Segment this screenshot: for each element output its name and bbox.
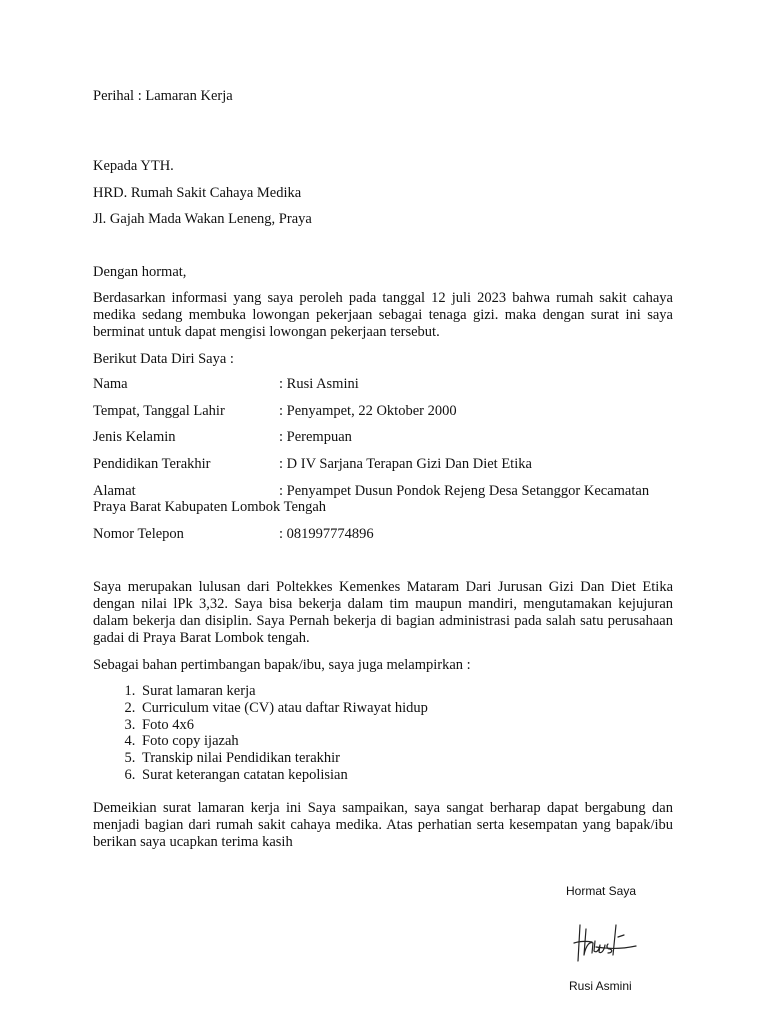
- list-item: 5. Transkip nilai Pendidikan terakhir: [139, 750, 428, 767]
- signoff: Hormat Saya: [566, 884, 637, 898]
- personal-label: Nomor Telepon: [93, 526, 184, 542]
- closing-paragraph: Demeikian surat lamaran kerja ini Saya sampaikan, saya sangat berharap dapat bergabung dan menjadi bagian dari rumah sakit cahaya medika. Atas perhatian serta kesempatan yang bapak/ibu berikan saya ucapkan terima kasih: [93, 800, 673, 850]
- list-item: 2. Curriculum vitae (CV) atau daftar Riwayat hidup: [139, 700, 428, 717]
- attachments-intro: Sebagai bahan pertimbangan bapak/ibu, saya juga melampirkan :: [93, 657, 471, 673]
- intro-paragraph: Berdasarkan informasi yang saya peroleh pada tanggal 12 juli 2023 bahwa rumah sakit cahaya medika sedang membuka lowongan pekerjaan sebagai tenaga gizi. maka dengan surat ini saya berminat untuk dapat mengisi lowongan pekerjaan tersebut.: [93, 290, 673, 340]
- personal-label: Tempat, Tanggal Lahir: [93, 403, 225, 419]
- recipient-org: HRD. Rumah Sakit Cahaya Medika: [93, 185, 302, 201]
- personal-value: : 081997774896: [279, 526, 374, 542]
- attachments-list: [93, 683, 428, 784]
- personal-value: : D IV Sarjana Terapan Gizi Dan Diet Etika: [279, 456, 532, 472]
- greeting: Dengan hormat,: [93, 264, 187, 280]
- list-item: 1. Surat lamaran kerja: [139, 683, 428, 700]
- list-item: 4. Foto copy ijazah: [139, 733, 428, 750]
- signature-name: Rusi Asmini: [569, 979, 632, 993]
- recipient-to: Kepada YTH.: [93, 158, 174, 174]
- personal-label: Nama: [93, 376, 128, 392]
- data-heading: Berikut Data Diri Saya :: [93, 351, 234, 367]
- signature-image: [566, 915, 642, 967]
- recipient-address: Jl. Gajah Mada Wakan Leneng, Praya: [93, 211, 312, 227]
- personal-label: Pendidikan Terakhir: [93, 456, 211, 472]
- personal-value: : Penyampet Dusun Pondok Rejeng Desa Setanggor Kecamatan: [279, 483, 650, 499]
- personal-value: : Penyampet, 22 Oktober 2000: [279, 403, 457, 419]
- subject-line: Perihal : Lamaran Kerja: [93, 88, 233, 104]
- body-paragraph: Saya merupakan lulusan dari Poltekkes Kemenkes Mataram Dari Jurusan Gizi Dan Diet Etika dengan nilai lPk 3,32. Saya bisa bekerja dalam tim maupun mandiri, mengutamakan kejujuran dalam bekerja dan disiplin. Saya Pernah bekerja di bagian administrasi pada salah satu perusahaan gadai di Praya Barat Lombok tengah.: [93, 579, 673, 646]
- personal-value: : Rusi Asmini: [279, 376, 359, 392]
- personal-value: : Perempuan: [279, 429, 352, 445]
- personal-label: Alamat: [93, 483, 136, 499]
- list-item: 3. Foto 4x6: [139, 717, 428, 734]
- personal-label: Jenis Kelamin: [93, 429, 176, 445]
- list-item: 6. Surat keterangan catatan kepolisian: [139, 767, 428, 784]
- personal-value-continuation: Praya Barat Kabupaten Lombok Tengah: [93, 499, 327, 515]
